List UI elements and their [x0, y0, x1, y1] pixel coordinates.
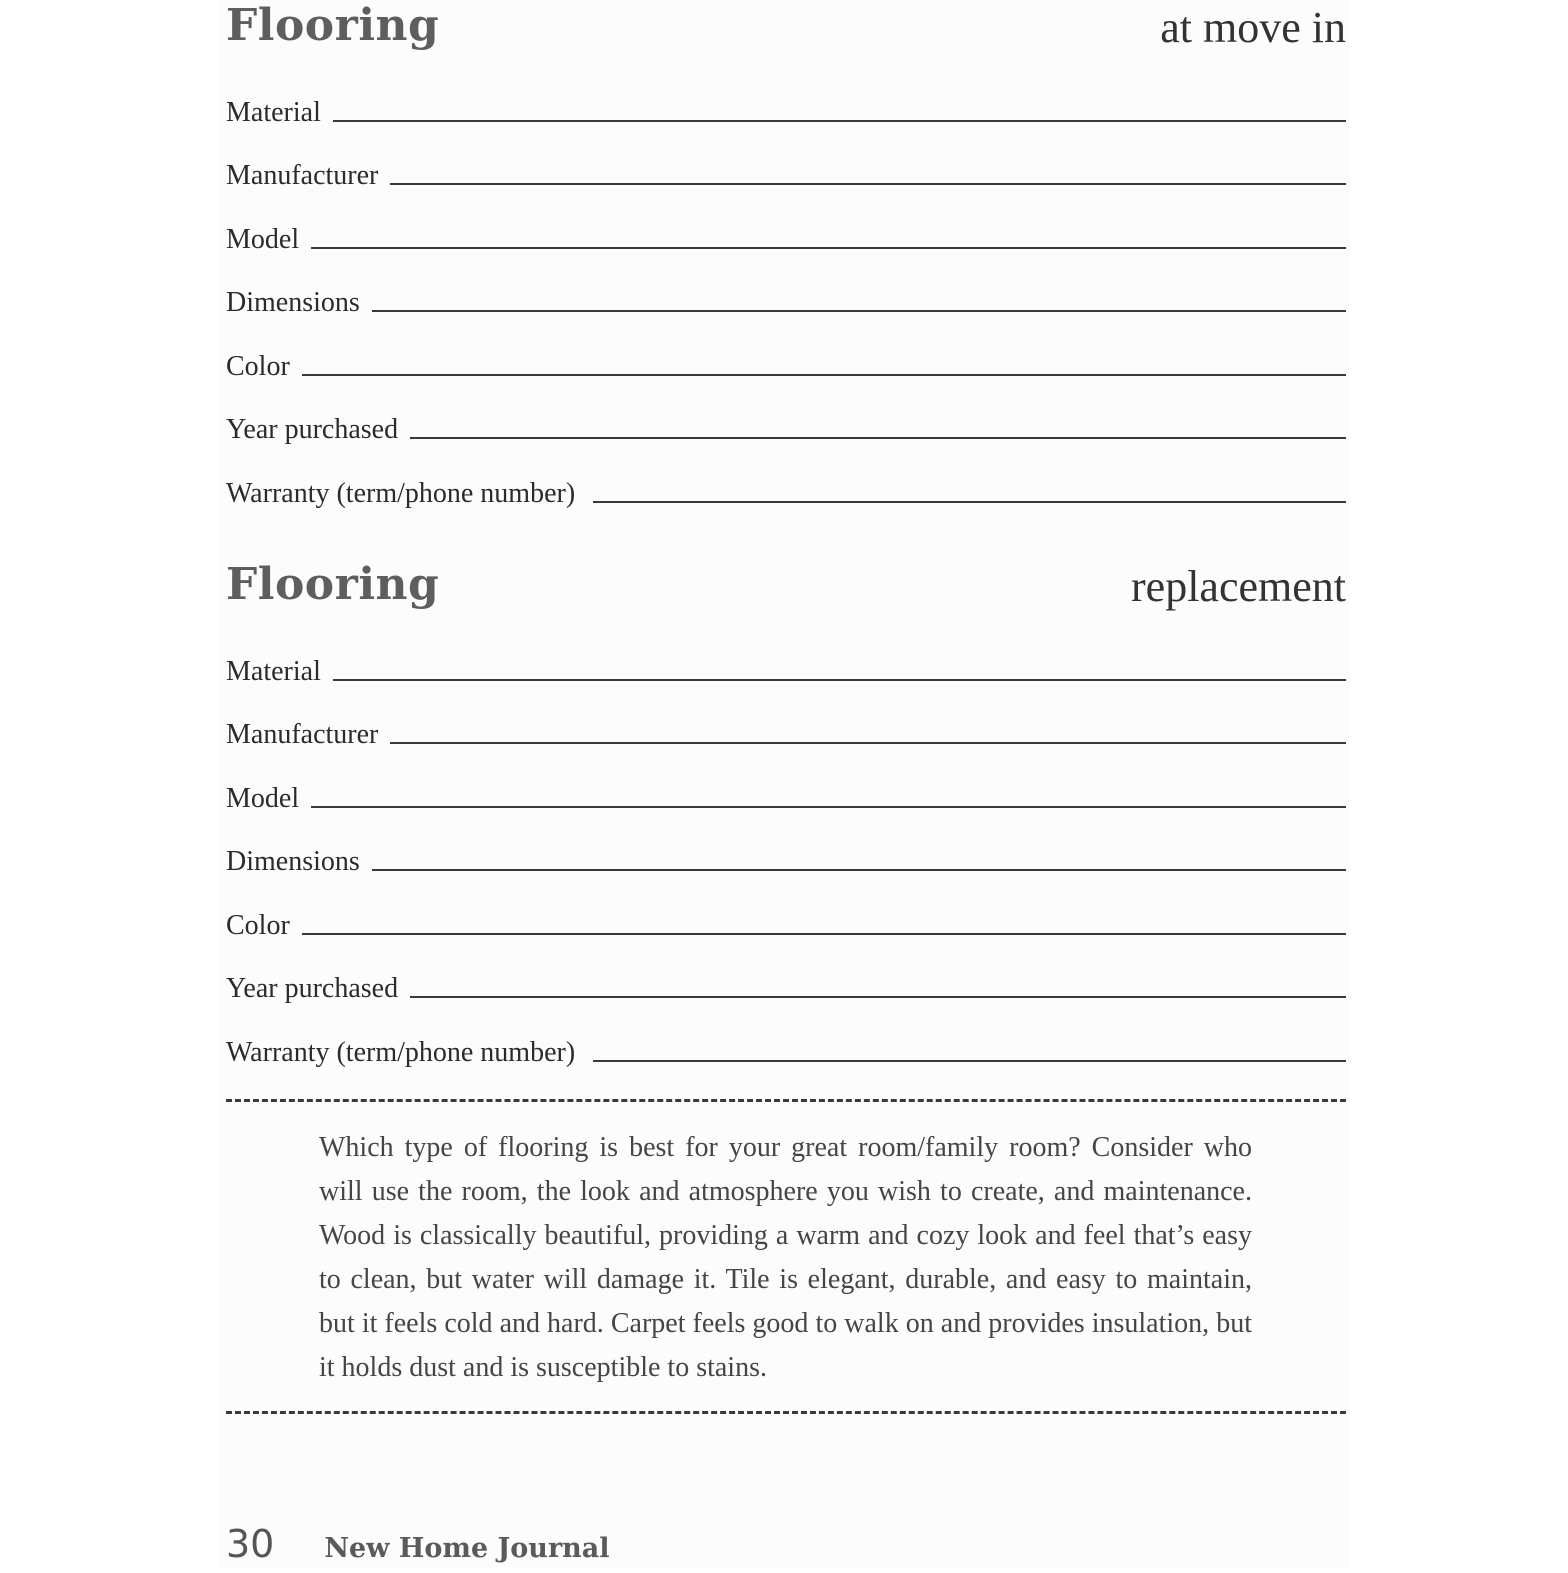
section-header [226, 559, 1346, 615]
field-label: Dimensions [226, 846, 360, 877]
field-label: Model [226, 223, 300, 255]
field-dimensions [226, 818, 1346, 882]
field-model [226, 754, 1346, 818]
field-material [226, 68, 1346, 132]
field-warranty [226, 1008, 1346, 1072]
field-year-purchased [226, 386, 1346, 450]
manufacturer-input-line[interactable] [390, 182, 1346, 185]
section-flooring-replacement [226, 559, 1346, 1072]
field-label: Warranty (term/phone number) [226, 477, 576, 509]
field-manufacturer [226, 132, 1346, 196]
manufacturer-input-line[interactable] [390, 741, 1346, 744]
warranty-input-line[interactable] [593, 500, 1346, 503]
tip-bottom-divider [226, 1411, 1346, 1414]
field-color [226, 322, 1346, 386]
material-input-line[interactable] [333, 678, 1346, 681]
tip-top-divider [226, 1099, 1346, 1102]
section-flooring-at-move-in [226, 0, 1346, 513]
field-label: Material [226, 655, 321, 687]
field-year-purchased [226, 945, 1346, 1009]
field-label: Model [226, 782, 300, 814]
journal-title: New Home Journal [324, 1533, 610, 1564]
field-manufacturer [226, 691, 1346, 755]
field-label: Material [226, 96, 321, 128]
model-input-line[interactable] [311, 246, 1346, 249]
field-warranty [226, 449, 1346, 513]
page-number: 30 [226, 1522, 275, 1566]
field-label: Year purchased [226, 973, 399, 1004]
warranty-input-line[interactable] [593, 1059, 1346, 1062]
field-label: Dimensions [226, 287, 360, 318]
section-title: Flooring [226, 559, 440, 610]
section-subtitle: at move in [1160, 3, 1346, 52]
flooring-tip-text: Which type of flooring is best for your great room/family room? Consider who will use the room, the look and atmosphere you wish to create, and maintenance. Wood is classically beautiful, providing a warm and cozy look and feel that’s easy to clean, but water will damage it. Tile is elegant, durable, and easy to maintain, but it feels cold and hard. Carpet feels good to walk on and provides insulation, but it holds dust and is susceptible to stains. [319, 1132, 1252, 1383]
year-purchased-input-line[interactable] [410, 436, 1346, 439]
field-label: Year purchased [226, 414, 399, 445]
field-label: Manufacturer [226, 719, 379, 750]
dimensions-input-line[interactable] [372, 868, 1346, 871]
dimensions-input-line[interactable] [372, 309, 1346, 312]
section-header [226, 0, 1346, 56]
field-material [226, 627, 1346, 691]
field-color [226, 881, 1346, 945]
color-input-line[interactable] [302, 373, 1346, 376]
field-label: Warranty (term/phone number) [226, 1036, 576, 1068]
model-input-line[interactable] [311, 805, 1346, 808]
page-footer [226, 1520, 610, 1568]
field-label: Color [226, 909, 290, 941]
color-input-line[interactable] [302, 932, 1346, 935]
material-input-line[interactable] [333, 119, 1346, 122]
field-dimensions [226, 259, 1346, 323]
section-title: Flooring [226, 0, 440, 51]
field-label: Manufacturer [226, 160, 379, 191]
section-subtitle: replacement [1131, 562, 1346, 611]
field-label: Color [226, 350, 290, 382]
year-purchased-input-line[interactable] [410, 995, 1346, 998]
field-model [226, 195, 1346, 259]
